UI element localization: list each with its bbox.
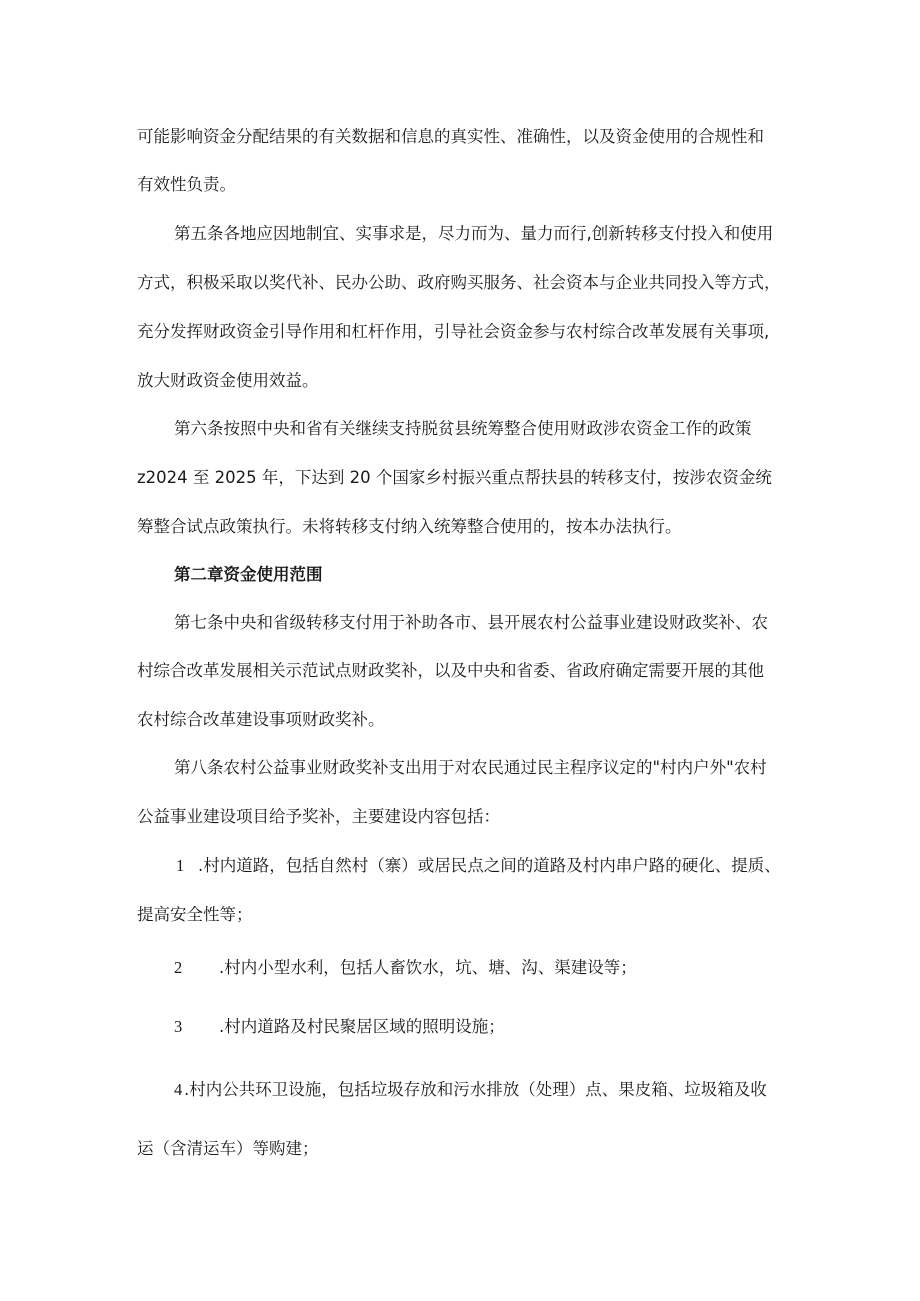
paragraph-line: 有效性负责。 [137, 175, 236, 194]
list-item-text: .村内道路及村民聚居区域的照明设施； [219, 1017, 505, 1036]
list-item-text: .村内小型水利，包括人畜饮水，坑、塘、沟、渠建设等； [219, 958, 637, 977]
article-8-line: 第八条农村公益事业财政奖补支出用于对农民通过民主程序议定的"村内户外"农村 [174, 758, 767, 777]
article-5-line: 放大财政资金使用效益。 [137, 371, 319, 390]
article-6-line: z2024 至 2025 年，下达到 20 个国家乡村振兴重点帮扶县的转移支付，按涉农资金统 [137, 468, 772, 487]
list-item-number [174, 1016, 182, 1038]
item-number: 4 [174, 1080, 183, 1099]
article-5-line: 充分发挥财政资金引导作用和杠杆作用，引导社会资金参与农村综合改革发展有关事项, [137, 322, 770, 341]
article-6-line: 筹整合试点政策执行。未将转移支付纳入统筹整合使用的，按本办法执行。 [137, 517, 682, 536]
list-item-number [176, 855, 184, 877]
list-item-text: 运（含清运车）等购建； [137, 1139, 319, 1158]
item-number: 2 [174, 958, 183, 977]
list-item-number [174, 957, 182, 979]
item-number: 3 [174, 1017, 183, 1036]
article-5-line: 方式，积极采取以奖代补、民办公助、政府购买服务、社会资本与企业共同投入等方式， [137, 273, 781, 292]
article-8-line: 公益事业建设项目给予奖补，主要建设内容包括： [137, 807, 500, 826]
article-7-line: 第七条中央和省级转移支付用于补助各市、县开展农村公益事业建设财政奖补、农 [174, 613, 768, 632]
article-6-line: 第六条按照中央和省有关继续支持脱贫县统筹整合使用财政涉农资金工作的政策 [174, 419, 752, 438]
chapter-heading: 第二章资金使用范围 [174, 565, 323, 584]
list-item-text: .村内道路，包括自然村（寨）或居民点之间的道路及村内串户路的硬化、提质、 [198, 856, 781, 875]
item-number: 1 [176, 856, 185, 875]
paragraph-line: 可能影响资金分配结果的有关数据和信息的真实性、准确性，以及资金使用的合规性和 [137, 127, 764, 146]
list-item-text: .村内公共环卫设施，包括垃圾存放和污水排放（处理）点、果皮箱、垃圾箱及收 [184, 1080, 767, 1099]
article-7-line: 农村综合改革建设事项财政奖补。 [137, 710, 385, 729]
list-item-number [174, 1079, 182, 1101]
list-item-text: 提高安全性等； [137, 905, 253, 924]
article-7-line: 村综合改革发展相关示范试点财政奖补，以及中央和省委、省政府确定需要开展的其他 [137, 661, 764, 680]
article-5-line: 第五条各地应因地制宜、实事求是，尽力而为、量力而行,创新转移支付投入和使用 [174, 224, 774, 243]
